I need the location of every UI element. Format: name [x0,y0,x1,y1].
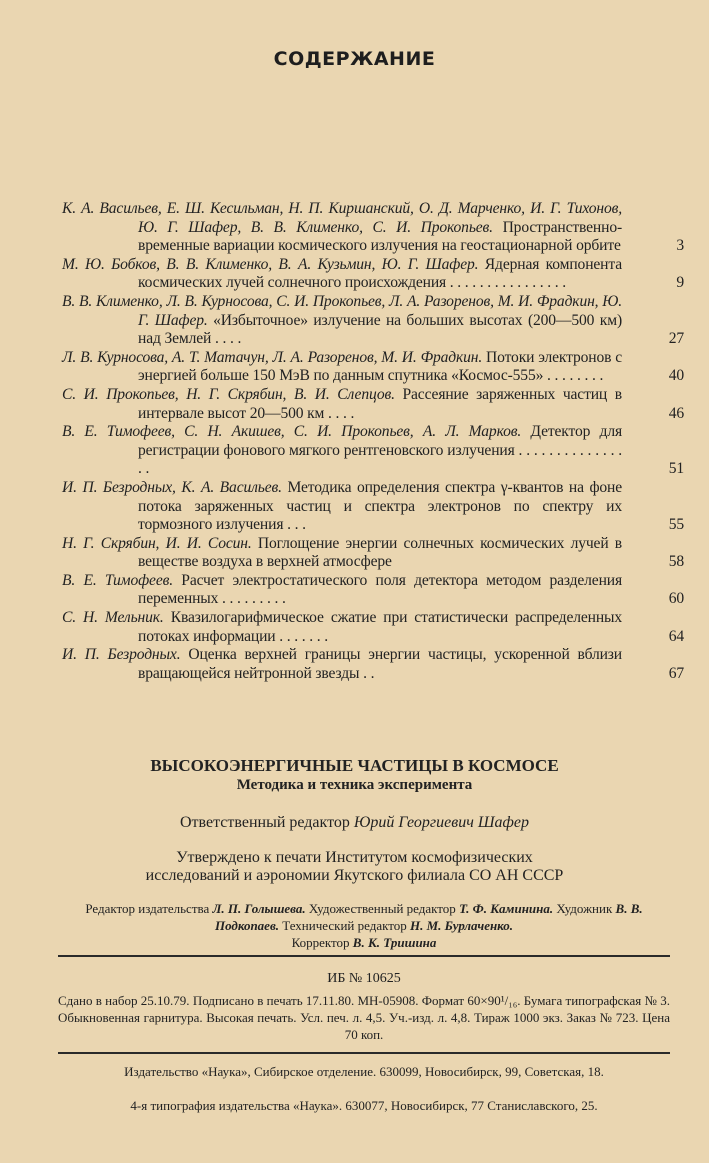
toc-title: Методика определения спектра γ-квантов на фоне потока заряженных частиц и спектра электронов по спектру их тормозного излучения . . . [138,478,623,534]
divider [58,955,670,957]
toc-entry [62,385,684,423]
publisher-address: Издательство «Наука», Сибирское отделение. 630099, Новосибирск, 99, Советская, 18. [124,1064,604,1079]
toc-authors: И. П. Безродных, К. А. Васильев. [62,478,282,496]
toc-page-number: 58 [668,553,684,571]
toc-entry [62,571,684,609]
book-subtitle: Методика и техника эксперимента [236,777,473,793]
toc-page-number: 27 [668,330,684,348]
credit-label: Художественный редактор [308,901,456,916]
toc-entry [62,348,684,386]
toc-authors: Л. В. Курносова, А. Т. Матачун, Л. А. Разоренов, М. И. Фрадкин. [62,348,483,366]
toc-page-number: 67 [668,664,684,682]
printer-address: 4-я типография издательства «Наука». 630077, Новосибирск, 77 Станиславского, 25. [130,1098,598,1113]
credit-label: Художник [556,901,613,916]
responsible-editor-label: Ответственный редактор [180,814,350,831]
toc-authors: В. Е. Тимофеев. [62,571,173,589]
responsible-editor [0,814,709,832]
responsible-editor-name: Юрий Георгиевич Шафер [353,814,529,831]
toc-page-number: 9 [676,274,684,292]
toc-title: Поглощение энергии солнечных космических лучей в веществе воздуха в верхней атмосфере [138,534,623,571]
credits [58,900,670,951]
toc-entry [62,478,684,535]
credit-label: Редактор издательства [85,901,210,916]
toc-entry [62,423,684,479]
toc-authors: Н. Г. Скрябин, И. И. Сосин. [62,534,252,552]
toc-authors: С. И. Прокопьев, Н. Г. Скрябин, В. И. Слепцов. [62,385,395,403]
toc-title: Пространственно-временные вариации космического излучения на геостационарной орбите [138,218,623,255]
credit-name: Н. М. Бурлаченко. [410,918,514,933]
toc-title: Квазилогарифмическое сжатие при статистически распределенных потоках информации . . . . . . . [138,609,622,645]
toc-page-number: 55 [668,516,684,534]
toc-page-number: 46 [668,404,684,422]
approval-line-2: исследований и аэрономии Якутского филиала СО АН СССР [145,867,564,884]
book-title: ВЫСОКОЭНЕРГИЧНЫЕ ЧАСТИЦЫ В КОСМОСЕ [150,756,559,775]
toc-page-number: 64 [668,627,684,645]
credit-name: Л. П. Голышева. [212,901,306,916]
toc-page-number: 60 [668,590,684,608]
credit-name: В. В. Подкопаев. [214,901,643,933]
credit-name: В. К. Тришина [352,935,437,950]
toc-page-number: 51 [668,460,684,478]
approval-line-1: Утверждено к печати Институтом космофизических [176,849,533,866]
toc-entry [62,292,684,349]
ib-number: ИБ № 10625 [327,971,401,986]
toc-entry [62,200,684,256]
toc-authors: К. А. Васильев, Е. Ш. Кесильман, Н. П. Киршанский, О. Д. Марченко, И. Г. Тихонов, Ю. Г. Шафер, В. В. Клименко, С. И. Прокопьев. [62,200,622,236]
toc-page-number: 3 [676,237,684,255]
page-title: СОДЕРЖАНИЕ [273,48,436,70]
toc-entry [62,609,684,646]
print-details: Сдано в набор 25.10.79. Подписано в печать 17.11.80. МН-05908. Формат 60×90¹/₁₆. Бумага типографская № 3. Обыкновенная гарнитура. Высокая печать. Усл. печ. л. 4,5. Уч.-изд. л. 4,8. Тираж 1000 экз. Заказ № 723. Цена 70 коп. [58,993,670,1042]
credit-name: Т. Ф. Каминина. [459,901,554,916]
toc-authors: В. В. Клименко, Л. В. Курносова, С. И. Прокопьев, Л. А. Разоренов, М. И. Фрадкин, Ю. Г. Шафер. [62,292,622,329]
toc-entry [62,534,684,572]
credit-label: Корректор [291,935,350,950]
toc-title: Оценка верхней границы энергии частицы, ускоренной вблизи вращающейся нейтронной звезды . . [138,646,622,682]
toc-page-number: 40 [668,367,684,385]
toc-title: Потоки электронов с энергией больше 150 МэВ по данным спутника «Космос-555» . . . . . . . . [138,348,623,385]
toc-title: «Избыточное» излучение на больших высотах (200—500 км) над Землей . . . . [138,311,622,348]
toc-title: Ядерная компонента космических лучей солнечного происхождения . . . . . . . . . . . . . . . . [138,255,622,292]
credit-label: Технический редактор [282,918,407,933]
toc-authors: М. Ю. Бобков, В. В. Клименко, В. А. Кузьмин, Ю. Г. Шафер. [62,255,479,273]
toc-title: Детектор для регистрации фонового мягкого рентгеновского излучения . . . . . . . . . . . . . . . . [138,423,622,478]
toc-entry [62,646,684,683]
divider [58,1052,670,1054]
approval-note [0,849,709,885]
toc-entry [62,255,684,293]
toc-authors: С. Н. Мельник. [62,609,164,627]
toc-title: Расчет электростатического поля детектора методом разделения переменных . . . . . . . . . [138,571,622,608]
toc-title: Рассеяние заряженных частиц в интервале высот 20—500 км . . . . [138,385,623,422]
toc-authors: В. Е. Тимофеев, С. Н. Акишев, С. И. Прокопьев, А. Л. Марков. [62,423,522,441]
table-of-contents [62,200,682,683]
toc-authors: И. П. Безродных. [62,646,181,664]
